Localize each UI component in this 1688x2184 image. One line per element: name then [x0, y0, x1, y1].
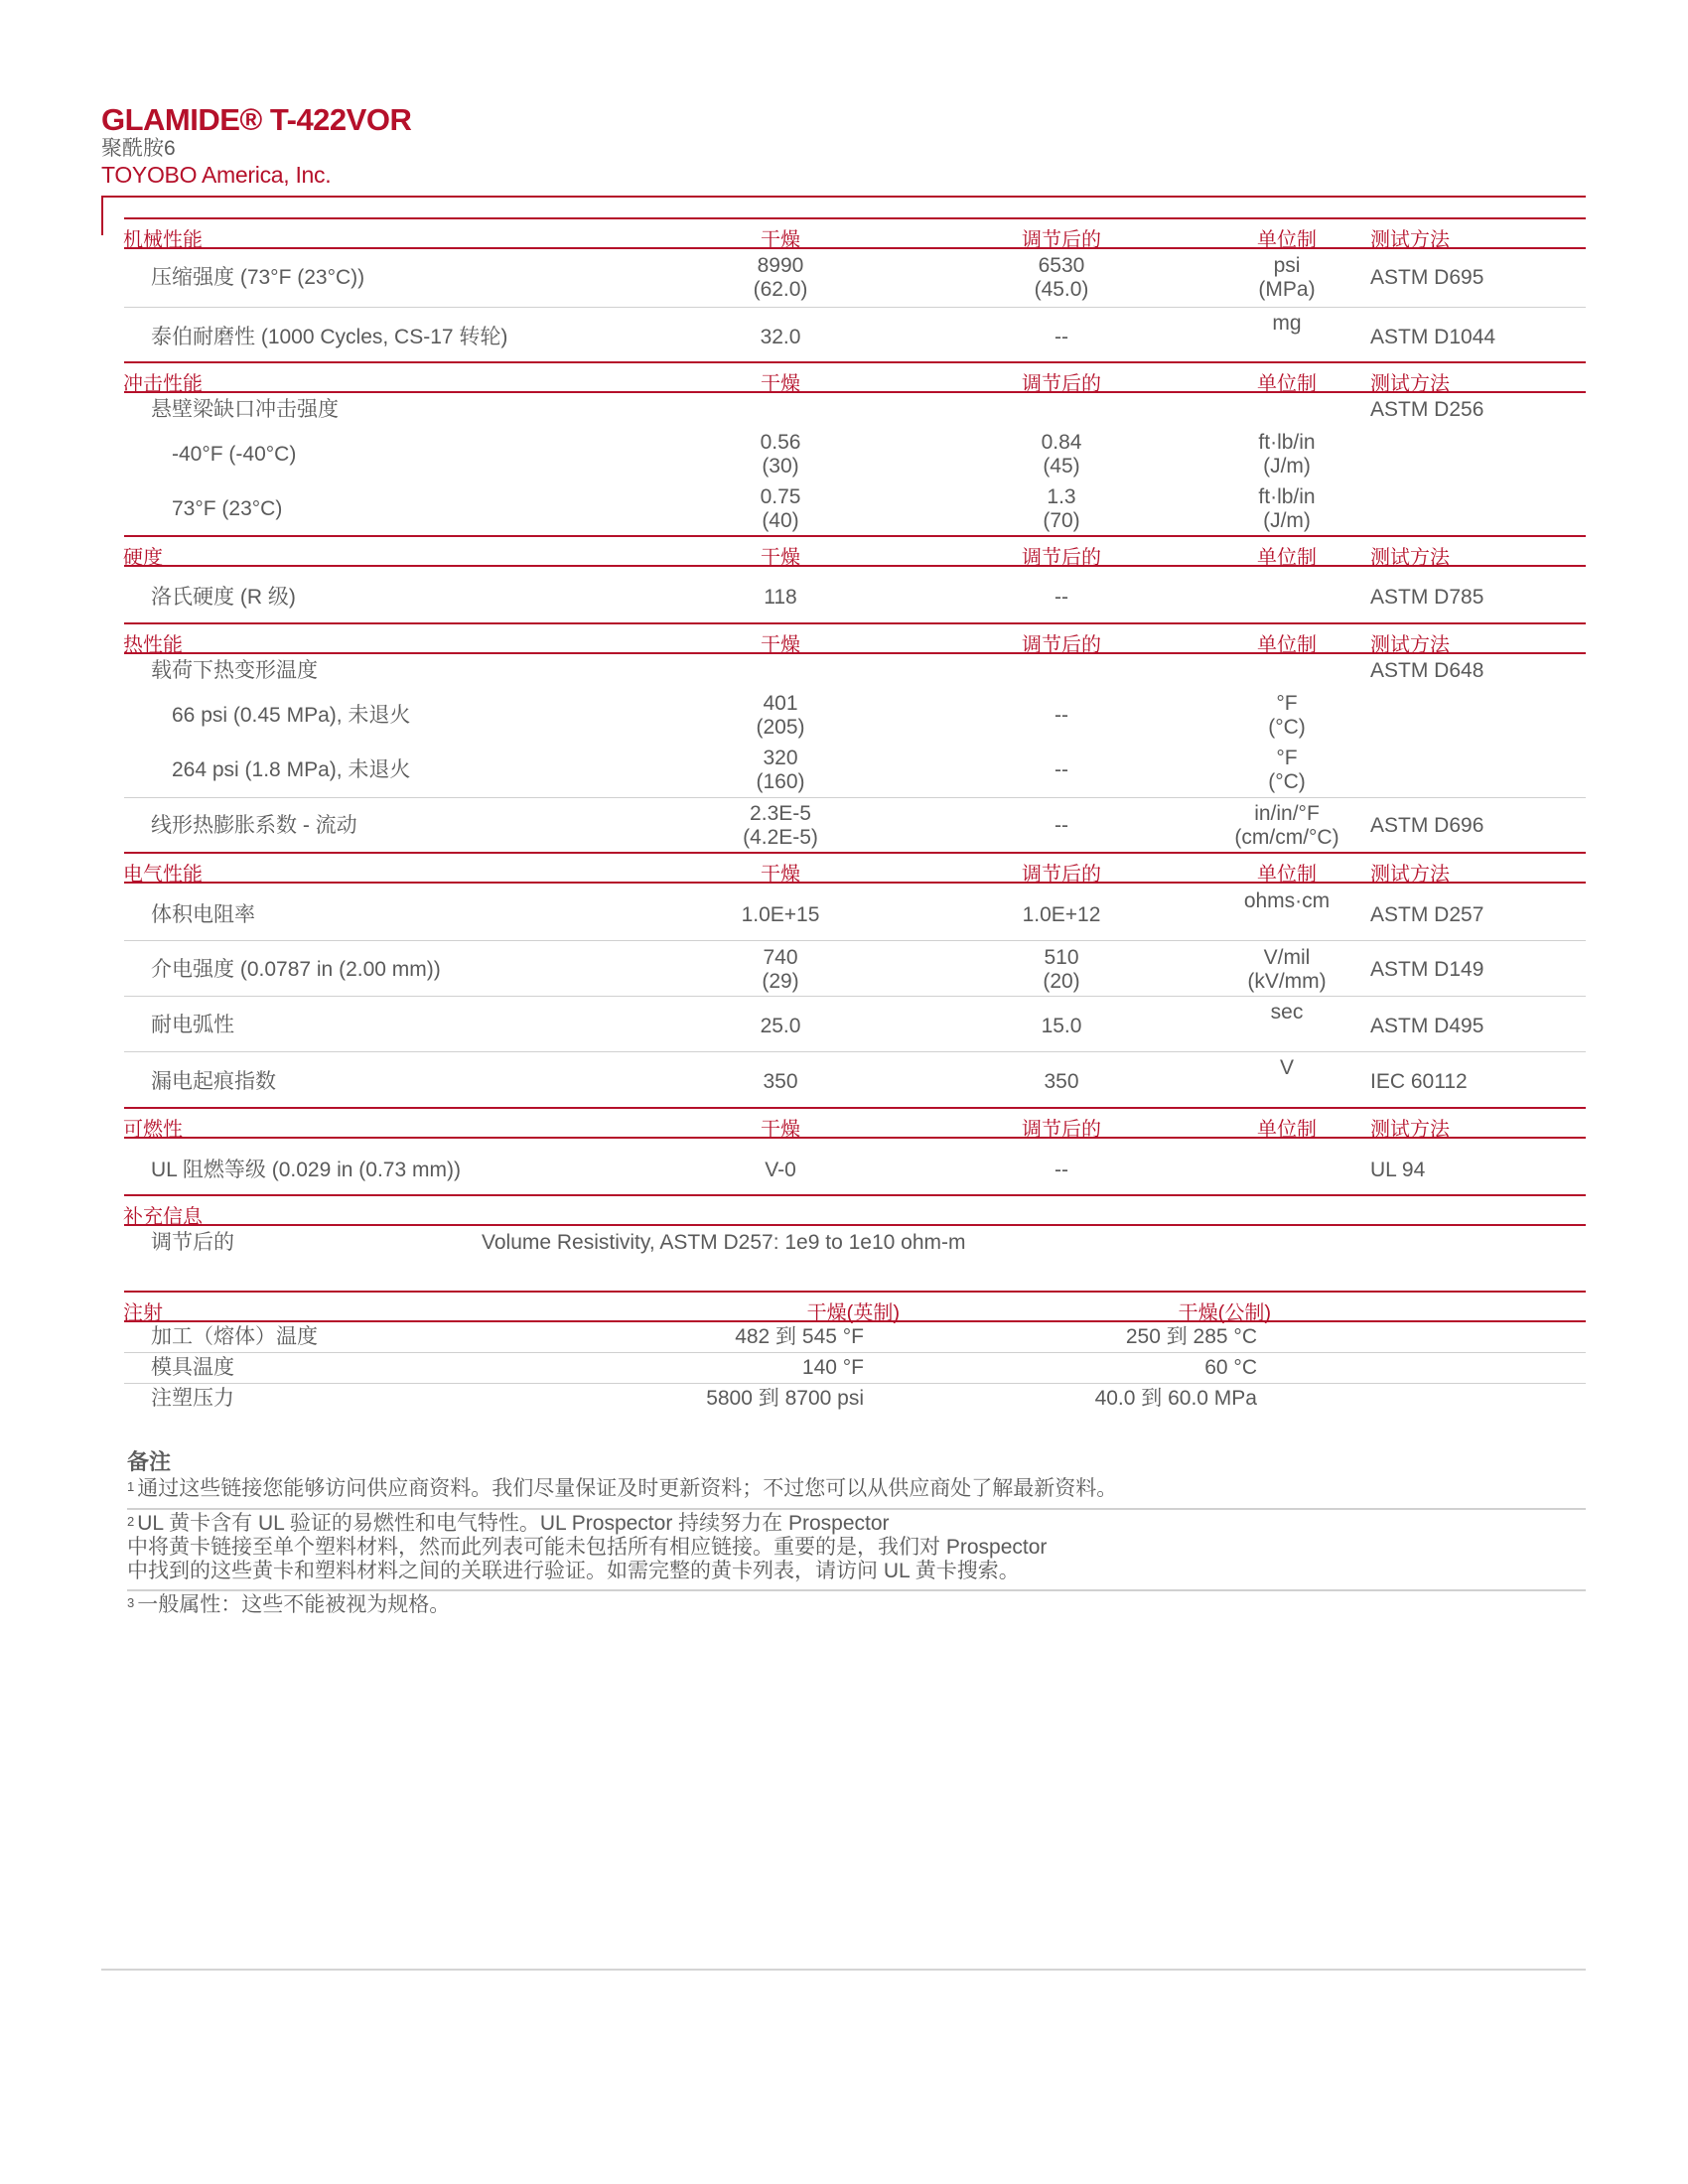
table-row: 介电强度 (0.0787 in (2.00 mm)) 740 (29) 510 (20) V/mil (kV/mm) ASTM D149: [124, 941, 1586, 997]
section-header-hardness: 硬度 干燥 调节后的 单位制 测试方法: [124, 535, 1586, 567]
section-header-supplementary: 补充信息: [124, 1194, 1586, 1226]
material-type: 聚酰胺6: [101, 137, 176, 160]
footer-rule: [101, 1969, 1586, 1971]
table-row: 73°F (23°C) 0.75 (40) 1.3 (70) ft·lb/in (J/m): [172, 485, 1316, 532]
section-header-flammability: 可燃性 干燥 调节后的 单位制 测试方法: [124, 1107, 1586, 1139]
table-row: 泰伯耐磨性 (1000 Cycles, CS-17 转轮) 32.0 -- mg ASTM D1044: [151, 312, 1496, 348]
note-2: $^2$ UL 黄卡含有 UL 验证的易燃性和电气特性。UL Prospector 持续努力在 Prospector 中将黄卡链接至单个塑料材料，然而此列表可能未包括所有相应链接。重要的是，我们对 Prospector 中找到的这些黄卡和塑料材料之间的关联进行验证。如需完整的黄卡列表，请访问 UL 黄卡搜索。: [127, 1512, 1048, 1582]
header-rule: [101, 196, 1586, 198]
section-header-electrical: 电气性能 干燥 调节后的 单位制 测试方法: [124, 852, 1586, 884]
col-conditioned: 调节后的: [1022, 229, 1101, 251]
section-header-injection: 注射 干燥(英制) 干燥(公制): [124, 1291, 1586, 1322]
col-units: 单位制: [1257, 229, 1317, 251]
col-test-method: 测试方法: [1370, 229, 1450, 251]
table-row: 线形热膨胀系数 - 流动 2.3E-5 (4.2E-5) -- in/in/°F (cm/cm/°C) ASTM D696: [151, 802, 1484, 849]
note-1: $^1$ 通过这些链接您能够访问供应商资料。我们尽量保证及时更新资料；不过您可以从供应商处了解最新资料。: [127, 1477, 1118, 1500]
col-dry-english: 干燥(英制): [806, 1302, 900, 1324]
col-dry: 干燥: [761, 229, 800, 251]
table-row: 压缩强度 (73°F (23°C)) 8990 (62.0) 6530 (45.0) psi (MPa) ASTM D695: [124, 249, 1586, 308]
table-row: 264 psi (1.8 MPa), 未退火 320 (160) -- °F (°C): [124, 743, 1586, 798]
notes-title: 备注: [127, 1449, 172, 1474]
product-title: GLAMIDE® T-422VOR: [101, 102, 412, 137]
table-row: 洛氏硬度 (R 级) 118 -- ASTM D785: [151, 586, 1484, 609]
table-row: 耐电弧性 25.0 15.0 sec ASTM D495: [124, 997, 1586, 1052]
note-divider: [127, 1589, 1586, 1591]
table-row: 66 psi (0.45 MPa), 未退火 401 (205) -- °F (°C): [172, 692, 1306, 739]
section-header-mechanical: [124, 217, 1586, 249]
col-dry-metric: 干燥(公制): [1178, 1302, 1271, 1324]
header-accent-bar: [101, 196, 103, 235]
table-row-group: 悬壁梁缺口冲击强度 ASTM D256: [151, 398, 1484, 421]
section-header-thermal: 热性能 干燥 调节后的 单位制 测试方法: [124, 622, 1586, 654]
table-row: 体积电阻率 1.0E+15 1.0E+12 ohms·cm ASTM D257: [124, 884, 1586, 941]
table-row: 漏电起痕指数 350 350 V IEC 60112: [151, 1056, 1468, 1093]
table-row: 注塑压力 5800 到 8700 psi 40.0 到 60.0 MPa: [151, 1387, 1257, 1410]
section-header-impact: 冲击性能 干燥 调节后的 单位制 测试方法: [124, 361, 1586, 393]
section-title: 机械性能: [123, 229, 203, 251]
table-row-group: 载荷下热变形温度 ASTM D648: [151, 659, 1484, 682]
note-divider: [127, 1508, 1586, 1510]
company-name: TOYOBO America, Inc.: [101, 162, 332, 188]
table-row: -40°F (-40°C) 0.56 (30) 0.84 (45) ft·lb/in (J/m): [172, 431, 1316, 478]
table-row: 模具温度 140 °F 60 °C: [124, 1353, 1586, 1384]
table-row: 调节后的 Volume Resistivity, ASTM D257: 1e9 to 1e10 ohm-m: [151, 1231, 966, 1254]
table-row: UL 阻燃等级 (0.029 in (0.73 mm)) V-0 -- UL 94: [151, 1159, 1426, 1181]
table-row: 加工（熔体）温度 482 到 545 °F 250 到 285 °C: [124, 1322, 1586, 1353]
note-3: $^3$ 一般属性：这些不能被视为规格。: [127, 1593, 451, 1616]
